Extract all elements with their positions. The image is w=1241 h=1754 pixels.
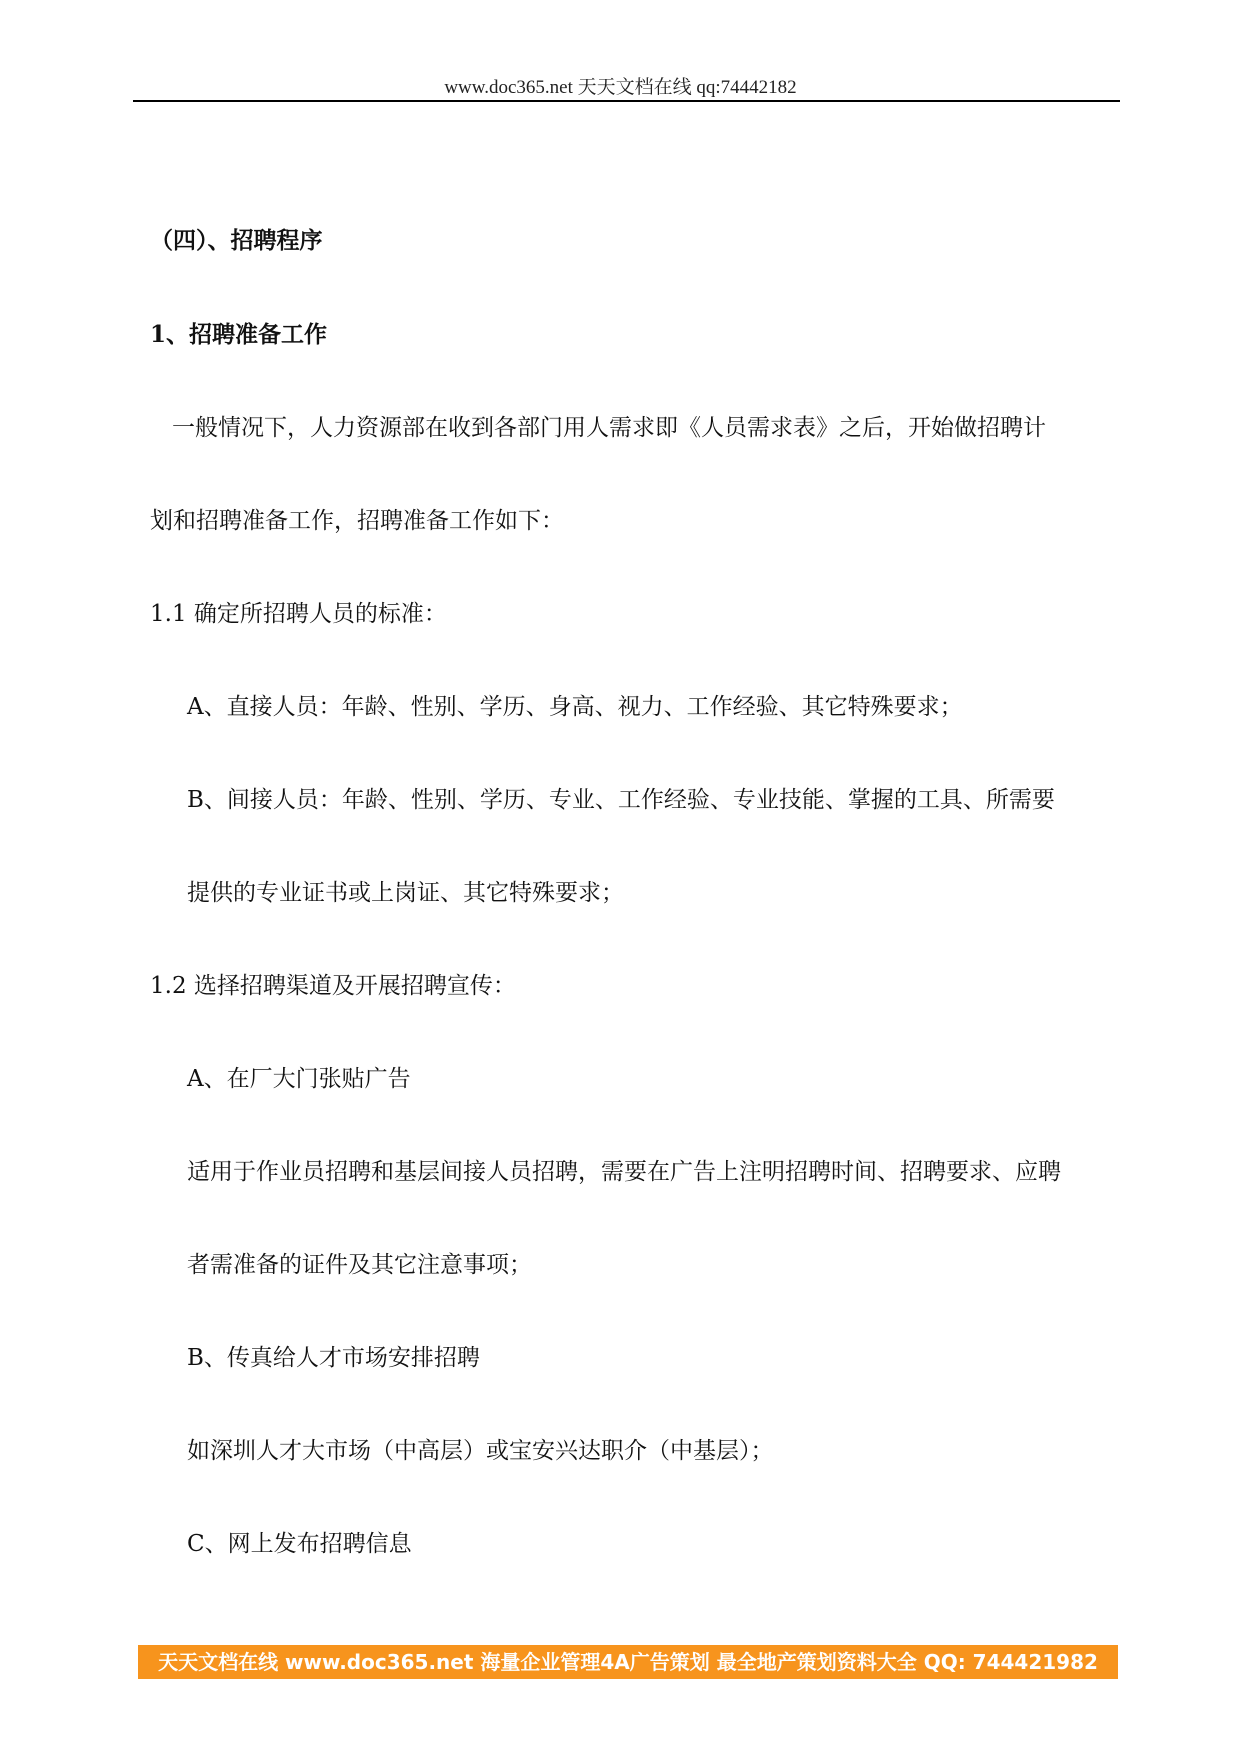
page-header: www.doc365.net 天天文档在线 qq:74442182 (444, 77, 797, 98)
list-item-continuation: 提供的专业证书或上岗证、其它特殊要求； (187, 880, 624, 906)
header-divider (133, 100, 1120, 102)
list-item: A、在厂大门张贴广告 (187, 1066, 411, 1092)
subsection-title: 1、招聘准备工作 (150, 321, 328, 348)
list-item-heading: 1.1 确定所招聘人员的标准： (150, 601, 447, 627)
footer-banner: 天天文档在线 www.doc365.net 海量企业管理4A广告策划 最全地产策划资料大全 QQ: 744421982 (138, 1645, 1118, 1679)
list-item: C、网上发布招聘信息 (187, 1531, 412, 1557)
paragraph-line: 划和招聘准备工作，招聘准备工作如下： (150, 508, 564, 534)
list-item-heading: 1.2 选择招聘渠道及开展招聘宣传： (150, 973, 516, 999)
list-item-description: 如深圳人才大市场（中高层）或宝安兴达职介（中基层）； (187, 1438, 774, 1464)
section-title: （四）、招聘程序 (150, 227, 323, 254)
list-item: A、直接人员：年龄、性别、学历、身高、视力、工作经验、其它特殊要求； (187, 694, 963, 720)
list-item-description: 适用于作业员招聘和基层间接人员招聘，需要在广告上注明招聘时间、招聘要求、应聘 (187, 1159, 1061, 1185)
list-item: B、间接人员：年龄、性别、学历、专业、工作经验、专业技能、掌握的工具、所需要 (187, 787, 1055, 813)
list-item: B、传真给人才市场安排招聘 (187, 1345, 480, 1371)
list-item-description: 者需准备的证件及其它注意事项； (187, 1252, 532, 1278)
paragraph-line: 一般情况下，人力资源部在收到各部门用人需求即《人员需求表》之后，开始做招聘计 (172, 415, 1046, 441)
